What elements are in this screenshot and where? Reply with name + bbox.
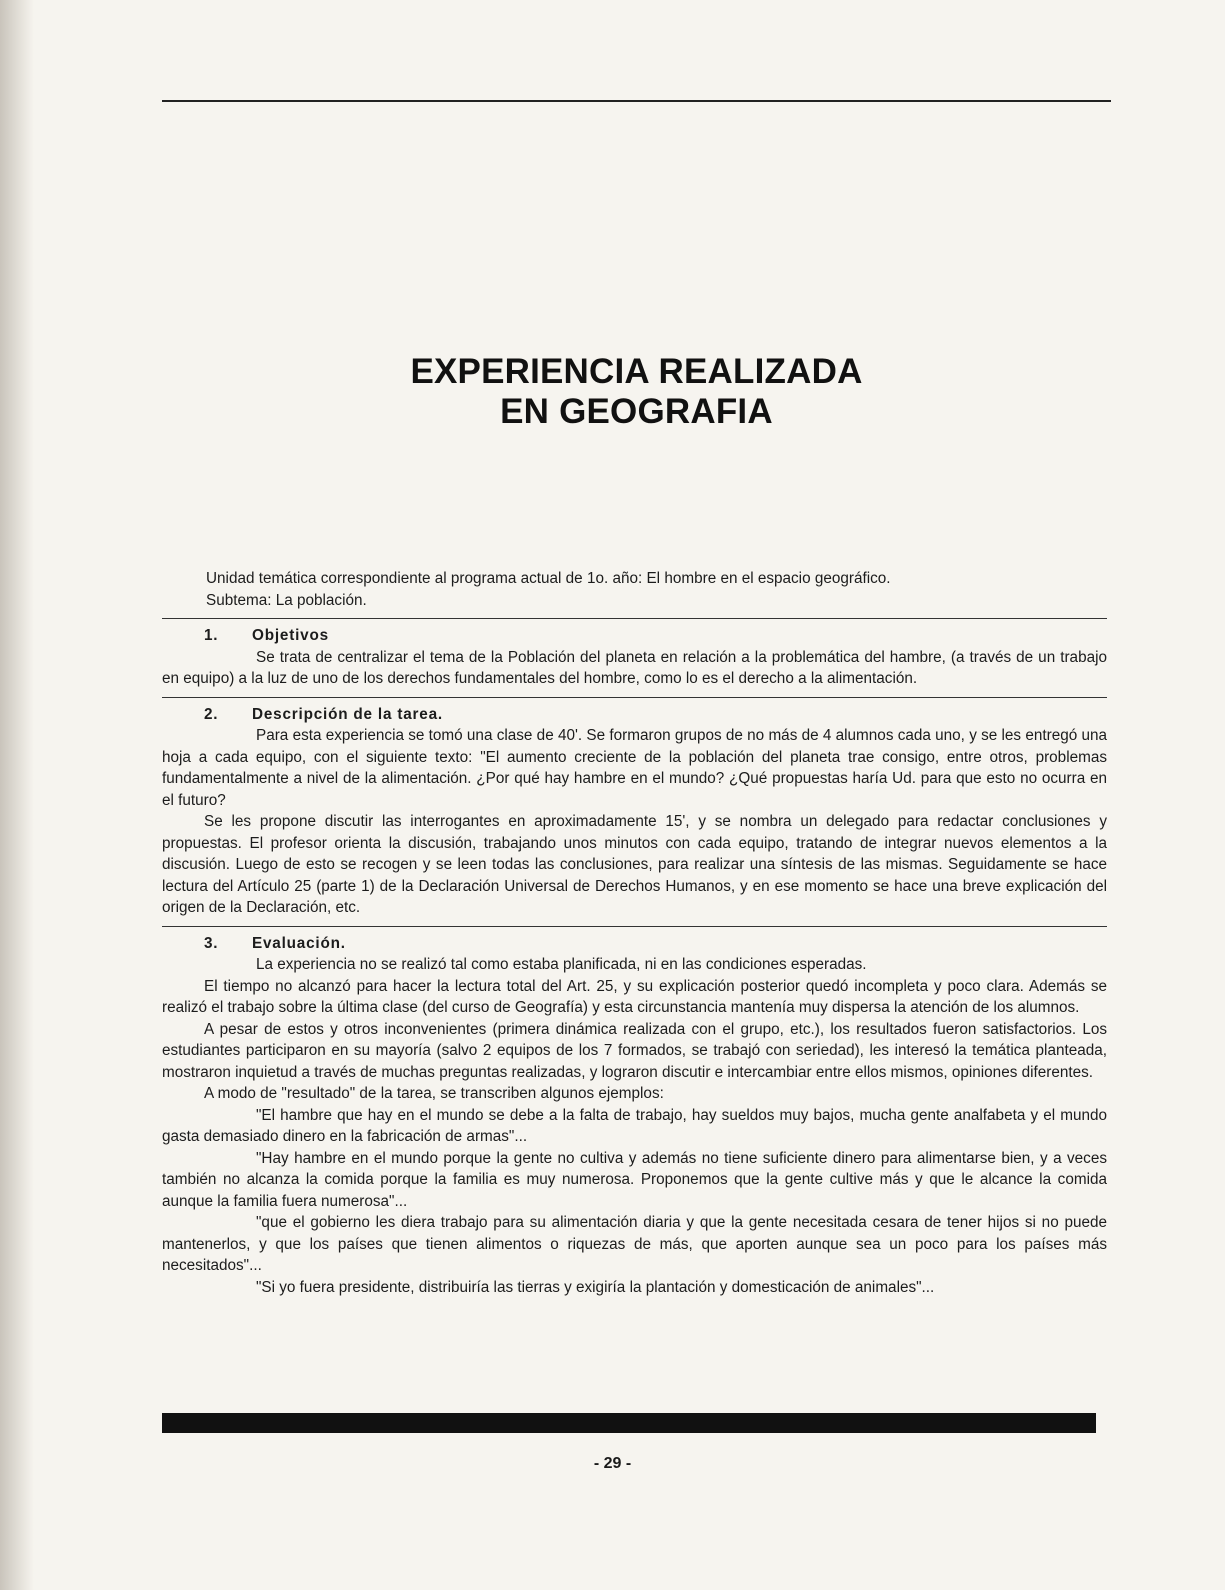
section-divider (162, 926, 1107, 927)
student-quote: "que el gobierno les diera trabajo para su alimentación diaria y que la gente necesitada cesara de tener hijos si no puede mantenerlos, y que los países que tienen alimentos o riquezas de más, que aporten aunque sea un poco para los países más necesitados"... (162, 1214, 1107, 1274)
intro-subtopic: Subtema: La población. (206, 591, 367, 609)
section-title: Objetivos (252, 627, 329, 644)
paragraph: A pesar de estos y otros inconvenientes (primera dinámica realizada con el grupo, etc.), los resultados fueron satisfactorios. Los estudiantes participaron en su mayoría (salvo 2 equipos de los 7 formados, se trabajó con seriedad), les interesó la temática planteada, mostraron inquietud a través de muchas preguntas realizadas, y lograron discutir e intercambiar entre ellos mismos, opiniones diferentes. (162, 1020, 1107, 1081)
section-number: 2. (204, 705, 219, 723)
paragraph: Se trata de centralizar el tema de la Población del planeta en relación a la problemática del hambre, (a través de un trabajo en equipo) a la luz de uno de los derechos fundamentales del hombre, como lo es el derecho a la alimentación. (162, 648, 1107, 687)
top-rule (162, 100, 1111, 102)
section-heading-descripcion (162, 704, 1107, 726)
section-divider (162, 618, 1107, 619)
section-number: 1. (204, 627, 219, 644)
paragraph: Se les propone discutir las interrogantes en aproximadamente 15', y se nombra un delegado para redactar conclusiones y propuestas. El profesor orienta la discusión, trabajando unos minutos con cada equipo, tratando de integrar nuevos elementos a la discusión. Luego de esto se recogen y se leen todas las conclusiones, para realizar una síntesis de las mismas. Seguidamente se hace lectura del Artículo 25 (parte 1) de la Declaración Universal de Derechos Humanos, y en ese momento se hace una breve explicación del origen de la Declaración, etc. (162, 813, 1107, 916)
section-heading-evaluacion (162, 933, 1107, 955)
page-number: - 29 - (593, 1455, 632, 1472)
section-divider (162, 697, 1107, 698)
paragraph: El tiempo no alcanzó para hacer la lectura total del Art. 25, y su explicación posterior quedó incompleta y poco clara. Además se realizó el trabajo sobre la última clase (del curso de Geografía) y esta circunstancia mantenía muy dispersa la atención de los alumnos. (162, 977, 1107, 1016)
page-binding-edge (0, 0, 34, 1590)
section-title: Evaluación. (252, 934, 346, 952)
intro-block (162, 568, 1107, 611)
page-title (162, 352, 1111, 432)
student-quote: "Hay hambre en el mundo porque la gente no cultiva y además no tiene suficiente dinero para alimentarse bien, y a veces también no alcanza la comida porque la familia es muy numerosa. Proponemos que la gente cultive más y que le alcance la comida aunque la familia fuera numerosa"... (162, 1149, 1107, 1210)
paragraph: A modo de "resultado" de la tarea, se transcriben algunos ejemplos: (204, 1085, 664, 1102)
title-line-2: EN GEOGRAFIA (500, 392, 773, 431)
paragraph: Para esta experiencia se tomó una clase de 40'. Se formaron grupos de no más de 4 alumnos cada uno, y se les entregó una hoja a cada equipo, con el siguiente texto: "El aumento creciente de la población del planeta trae consigo, entre otros, problemas fundamentalmente a nivel de la alimentación. ¿Por qué hay hambre en el mundo? ¿Qué propuestas haría Ud. para que esto no ocurra en el futuro? (162, 727, 1107, 809)
student-quote: "Si yo fuera presidente, distribuiría las tierras y exigiría la plantación y domesticación de animales"... (256, 1278, 935, 1296)
section-number: 3. (204, 934, 219, 952)
section-title: Descripción de la tarea. (252, 705, 443, 723)
paragraph: La experiencia no se realizó tal como estaba planificada, ni en las condiciones esperadas. (256, 956, 867, 973)
bottom-rule-bar (162, 1413, 1096, 1433)
student-quote: "El hambre que hay en el mundo se debe a la falta de trabajo, hay sueldos muy bajos, mucha gente analfabeta y el mundo gasta demasiado dinero en la fabricación de armas"... (162, 1106, 1107, 1145)
intro-unit: Unidad temática correspondiente al programa actual de 1o. año: El hombre en el espacio geográfico. (206, 570, 891, 587)
title-line-1: EXPERIENCIA REALIZADA (410, 352, 863, 391)
section-heading-objetivos (162, 625, 1107, 647)
document-body (162, 568, 1107, 1298)
